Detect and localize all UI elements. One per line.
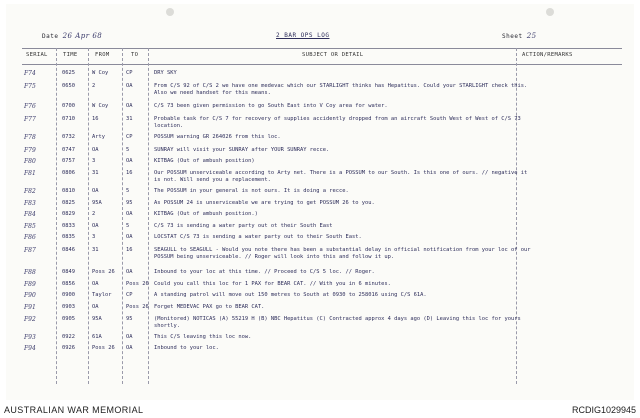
from-cell: 3 [92,234,96,240]
to-cell: CP [126,70,133,76]
to-cell: Poss 26 [126,304,149,310]
to-cell: OA [126,345,133,351]
from-cell: OA [92,188,99,194]
subject-cell: A standing patrol will move out 150 metres to South at 0930 to 258016 using C/S 61A. [154,292,427,298]
serial-cell: F89 [24,281,36,288]
serial-cell: F80 [24,158,36,165]
from-cell: 31 [92,247,99,253]
from-cell: Taylor [92,292,112,298]
col-time: TIME [63,52,78,58]
serial-cell: F88 [24,269,36,276]
serial-cell: F81 [24,170,36,177]
from-cell: OA [92,304,99,310]
time-cell: 0922 [62,334,75,340]
subject-cell: SUNRAY will visit your SUNRAY after YOUR SUNRAY recce. [154,147,330,153]
date-value: 26 Apr 68 [62,32,103,40]
sheet-field [502,32,537,46]
serial-cell: F86 [24,234,36,241]
to-cell: 16 [126,170,133,176]
time-cell: 0926 [62,345,75,351]
serial-cell: F85 [24,223,36,230]
from-cell: 31 [92,170,99,176]
subject-cell: LOCSTAT C/S 73 is sending a water party out to their South East. [154,234,362,240]
subject-cell: C/S 73 is sending a water party out ot their South East [154,223,333,229]
time-cell: 0757 [62,158,75,164]
subject-cell: Forget MEDEVAC PAX go to BEAR CAT. [154,304,265,310]
col-subject: SUBJECT OR DETAIL [302,52,364,58]
date-field [42,32,102,46]
time-cell: 0903 [62,304,75,310]
time-cell: 0747 [62,147,75,153]
to-cell: OA [126,83,133,89]
subject-cell: SEAGULL to SEAGULL - Would you note there has been a substantial delay in official notification from your loc of our POSSUM being unserviceable. // Roger will look into this and follow it up. [154,247,531,260]
serial-cell: F76 [24,103,36,110]
to-cell: Poss 26 [126,281,149,287]
subject-cell: POSSUM warning GR 264026 from this loc. [154,134,281,140]
time-cell: 0806 [62,170,75,176]
subject-cell: KITBAG (Out of ambush position.) [154,211,258,217]
time-cell: 0856 [62,281,75,287]
from-cell: 2 [92,83,96,89]
serial-cell: F78 [24,134,36,141]
serial-cell: F83 [24,200,36,207]
subject-cell: As POSSUM 24 is unserviceable we are trying to get POSSUM 26 to you. [154,200,375,206]
serial-cell: F82 [24,188,36,195]
log-title: 2 BAR OPS LOG [276,32,330,39]
from-cell: 95A [92,200,102,206]
sheet-value: 25 [526,32,537,40]
serial-cell: F75 [24,83,36,90]
punch-hole [546,8,554,16]
time-cell: 0650 [62,83,75,89]
from-cell: Poss 26 [92,269,115,275]
time-cell: 0732 [62,134,75,140]
to-cell: CP [126,134,133,140]
from-cell: OA [92,223,99,229]
col-serial: SERIAL [26,52,48,58]
to-cell: CP [126,292,133,298]
subject-cell: Could you call this loc for 1 PAX for BEAR CAT. // With you in 6 minutes. [154,281,391,287]
punch-hole [166,8,174,16]
serial-cell: F87 [24,247,36,254]
serial-cell: F77 [24,116,36,123]
to-cell: 16 [126,247,133,253]
serial-cell: F93 [24,334,36,341]
from-cell: Poss 26 [92,345,115,351]
subject-cell: KITBAG (Out of ambush position) [154,158,255,164]
subject-cell: DRY SKY [154,70,177,76]
col-from: FROM [95,52,110,58]
time-cell: 0625 [62,70,75,76]
to-cell: OA [126,269,133,275]
from-cell: 2 [92,211,96,217]
to-cell: OA [126,234,133,240]
log-table [22,48,622,384]
subject-cell: Probable task for C/S 7 for recovery of supplies accidently dropped from an aircraft South West of West of C/S 73 location. [154,116,521,129]
time-cell: 0825 [62,200,75,206]
time-cell: 0835 [62,234,75,240]
from-cell: W Coy [92,70,109,76]
time-cell: 0810 [62,188,75,194]
time-cell: 0905 [62,316,75,322]
serial-cell: F92 [24,316,36,323]
subject-cell: Our POSSUM unserviceable according to Arty net. There is a POSSUM to our South. Is this one of ours. // negative it is not. Will send you a replacement. [154,170,528,183]
from-cell: OA [92,147,99,153]
sheet-label: Sheet [502,33,523,40]
serial-cell: F84 [24,211,36,218]
subject-cell: C/S 73 been given permission to go South East into V Coy area for water. [154,103,388,109]
from-cell: OA [92,281,99,287]
serial-cell: F74 [24,70,36,77]
subject-cell: This C/S leaving this loc now. [154,334,252,340]
time-cell: 0710 [62,116,75,122]
from-cell: Arty [92,134,105,140]
serial-cell: F91 [24,304,36,311]
time-cell: 0846 [62,247,75,253]
time-cell: 0849 [62,269,75,275]
archive-name: AUSTRALIAN WAR MEMORIAL [4,405,144,415]
to-cell: OA [126,158,133,164]
archive-id: RCDIG1029945 [571,405,636,415]
to-cell: 31 [126,116,133,122]
subject-cell: Inbound to your loc. [154,345,219,351]
subject-cell: (Monitored) NOTICAS (A) 55219 H (B) NBC Hepatitus (C) Contracted approx 4 days ago (D) Leaving this loc for yours shortly. [154,316,521,329]
from-cell: 16 [92,116,99,122]
time-cell: 0829 [62,211,75,217]
to-cell: 5 [126,147,130,153]
time-cell: 0700 [62,103,75,109]
time-cell: 0900 [62,292,75,298]
serial-cell: F79 [24,147,36,154]
subject-cell: The POSSUM in your general is not ours. It is doing a recce. [154,188,349,194]
to-cell: 95 [126,316,133,322]
from-cell: W Coy [92,103,109,109]
col-action: ACTION/REMARKS [522,52,573,58]
to-cell: 5 [126,223,130,229]
archive-footer [0,404,640,418]
subject-cell: From C/S 92 of C/S 2 we have one medevac which our STARLIGHT thinks has Hepatitus. Could your STARLIGHT check this. Also we need handset for this means. [154,83,528,96]
from-cell: 95A [92,316,102,322]
serial-cell: F94 [24,345,36,352]
col-to: TO [131,52,139,58]
from-cell: 61A [92,334,102,340]
log-sheet [6,4,634,400]
to-cell: 5 [126,188,130,194]
subject-cell: Inbound to your loc at this time. // Proceed to C/S 5 loc. // Roger. [154,269,375,275]
time-cell: 0833 [62,223,75,229]
serial-cell: F90 [24,292,36,299]
from-cell: 3 [92,158,96,164]
to-cell: OA [126,211,133,217]
to-cell: OA [126,334,133,340]
to-cell: 95 [126,200,133,206]
date-label: Date [42,33,59,40]
to-cell: OA [126,103,133,109]
